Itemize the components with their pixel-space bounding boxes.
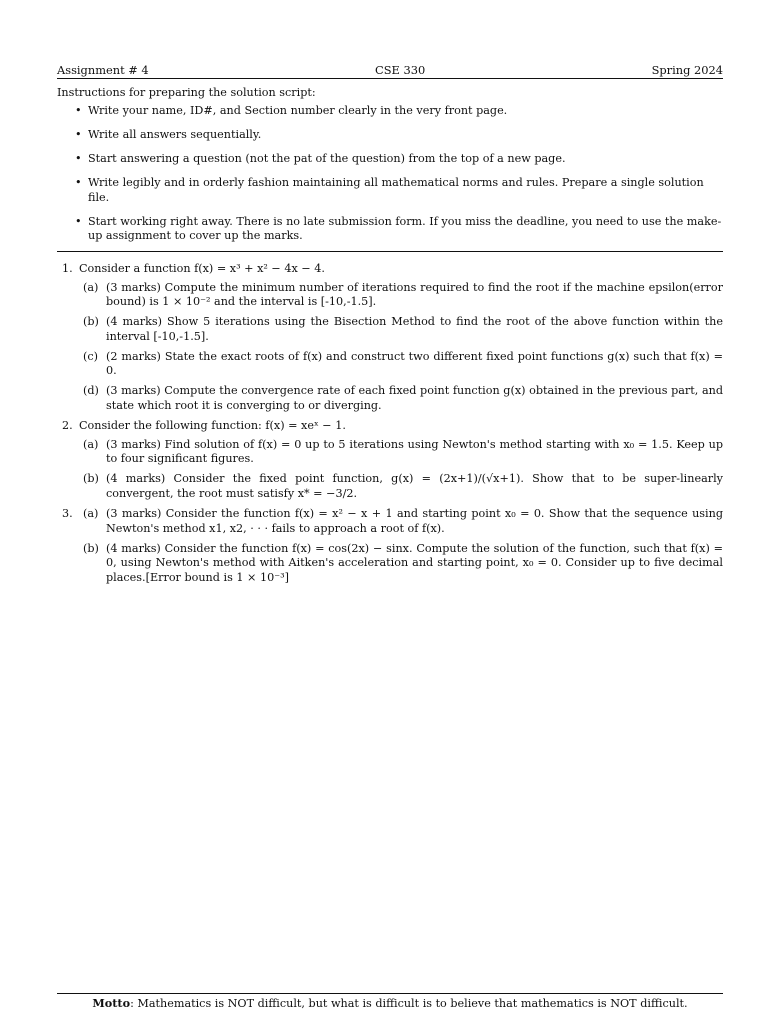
part-text: (3 marks) Compute the minimum number of iterations required to find the root if the machine epsilon(error bound) is 1 × 10⁻² and the interval is [-10,-1.5]. <box>106 280 723 308</box>
question-stem: Consider a function f(x) = x³ + x² − 4x − 4. <box>79 262 325 275</box>
question-list <box>57 262 723 585</box>
assignment-page <box>57 63 723 591</box>
part-text: (3 marks) Find solution of f(x) = 0 up to 5 iterations using Newton's method starting with x₀ = 1.5. Keep up to four significant figures. <box>106 437 723 465</box>
question-3 <box>57 507 723 585</box>
question-number: 2. <box>62 419 73 432</box>
question-part <box>79 542 723 586</box>
question-parts <box>79 281 723 414</box>
question-part <box>79 472 723 501</box>
part-label: (d) <box>83 384 99 397</box>
part-label: (a) <box>83 437 99 451</box>
instructions-title: Instructions for preparing the solution script: <box>57 86 316 99</box>
question-2 <box>57 419 723 501</box>
part-label: (a) <box>83 280 99 294</box>
part-text: (4 marks) Consider the function f(x) = cos(2x) − sinx. Compute the solution of the function, such that f(x) = 0, using Newton's method with Aitken's acceleration and starting point, x₀ = 0. Consider up to five decimal places.[Error bound is 1 × 10⁻³] <box>106 541 723 584</box>
header-course: CSE 330 <box>375 63 426 77</box>
part-label: (c) <box>83 349 98 363</box>
question-part <box>79 384 723 413</box>
question-part <box>79 281 723 310</box>
instruction-item: • Write all answers sequentially. <box>88 128 723 143</box>
part-text: (2 marks) State the exact roots of f(x) and construct two different fixed point functions g(x) such that f(x) = 0. <box>106 349 723 377</box>
part-label: (b) <box>83 315 99 328</box>
page-footer <box>57 993 723 1011</box>
question-number: 1. <box>62 262 73 275</box>
motto-text: : Mathematics is NOT difficult, but what is difficult is to believe that mathematics is NOT difficult. <box>130 997 688 1010</box>
question-part <box>79 438 723 467</box>
question-1 <box>57 262 723 413</box>
part-text: (4 marks) Show 5 iterations using the Bisection Method to find the root of the above function within the interval [-10,-1.5]. <box>106 315 723 343</box>
instruction-item: • Start answering a question (not the pat of the question) from the top of a new page. <box>88 152 723 167</box>
part-text: (4 marks) Consider the fixed point function, g(x) = (2x+1)/(√x+1). Show that to be super-linearly convergent, the root must satisfy x* = −3/2. <box>106 472 723 500</box>
instruction-item: • Start working right away. There is no late submission form. If you miss the deadline, you need to use the make-up assignment to cover up the marks. <box>88 215 723 244</box>
part-text: (3 marks) Consider the function f(x) = x² − x + 1 and starting point x₀ = 0. Show that the sequence using Newton's method x1, x2, · · · fails to approach a root of f(x). <box>106 507 723 535</box>
section-divider <box>57 251 723 252</box>
question-number: 3. <box>62 507 73 520</box>
motto <box>57 996 723 1011</box>
instruction-item: • Write legibly and in orderly fashion maintaining all mathematical norms and rules. Prepare a single solution file. <box>88 176 723 205</box>
header-assignment: Assignment # 4 <box>57 63 149 77</box>
instruction-item: • Write your name, ID#, and Section number clearly in the very front page. <box>88 104 723 119</box>
instructions-list <box>57 104 723 244</box>
question-parts <box>79 507 723 585</box>
header-term: Spring 2024 <box>651 63 723 77</box>
header-divider <box>57 78 723 79</box>
part-label: (b) <box>83 541 99 555</box>
part-text: (3 marks) Compute the convergence rate of each fixed point function g(x) obtained in the previous part, and state which root it is converging to or diverging. <box>106 384 723 412</box>
part-label: (a) <box>83 507 99 520</box>
question-part <box>79 350 723 379</box>
question-stem: Consider the following function: f(x) = xeˣ − 1. <box>79 419 346 432</box>
question-parts <box>79 438 723 502</box>
question-part <box>79 315 723 344</box>
motto-label: Motto <box>92 996 131 1010</box>
question-part <box>79 507 723 536</box>
footer-divider <box>57 993 723 994</box>
page-header <box>57 63 723 77</box>
part-label: (b) <box>83 472 99 485</box>
